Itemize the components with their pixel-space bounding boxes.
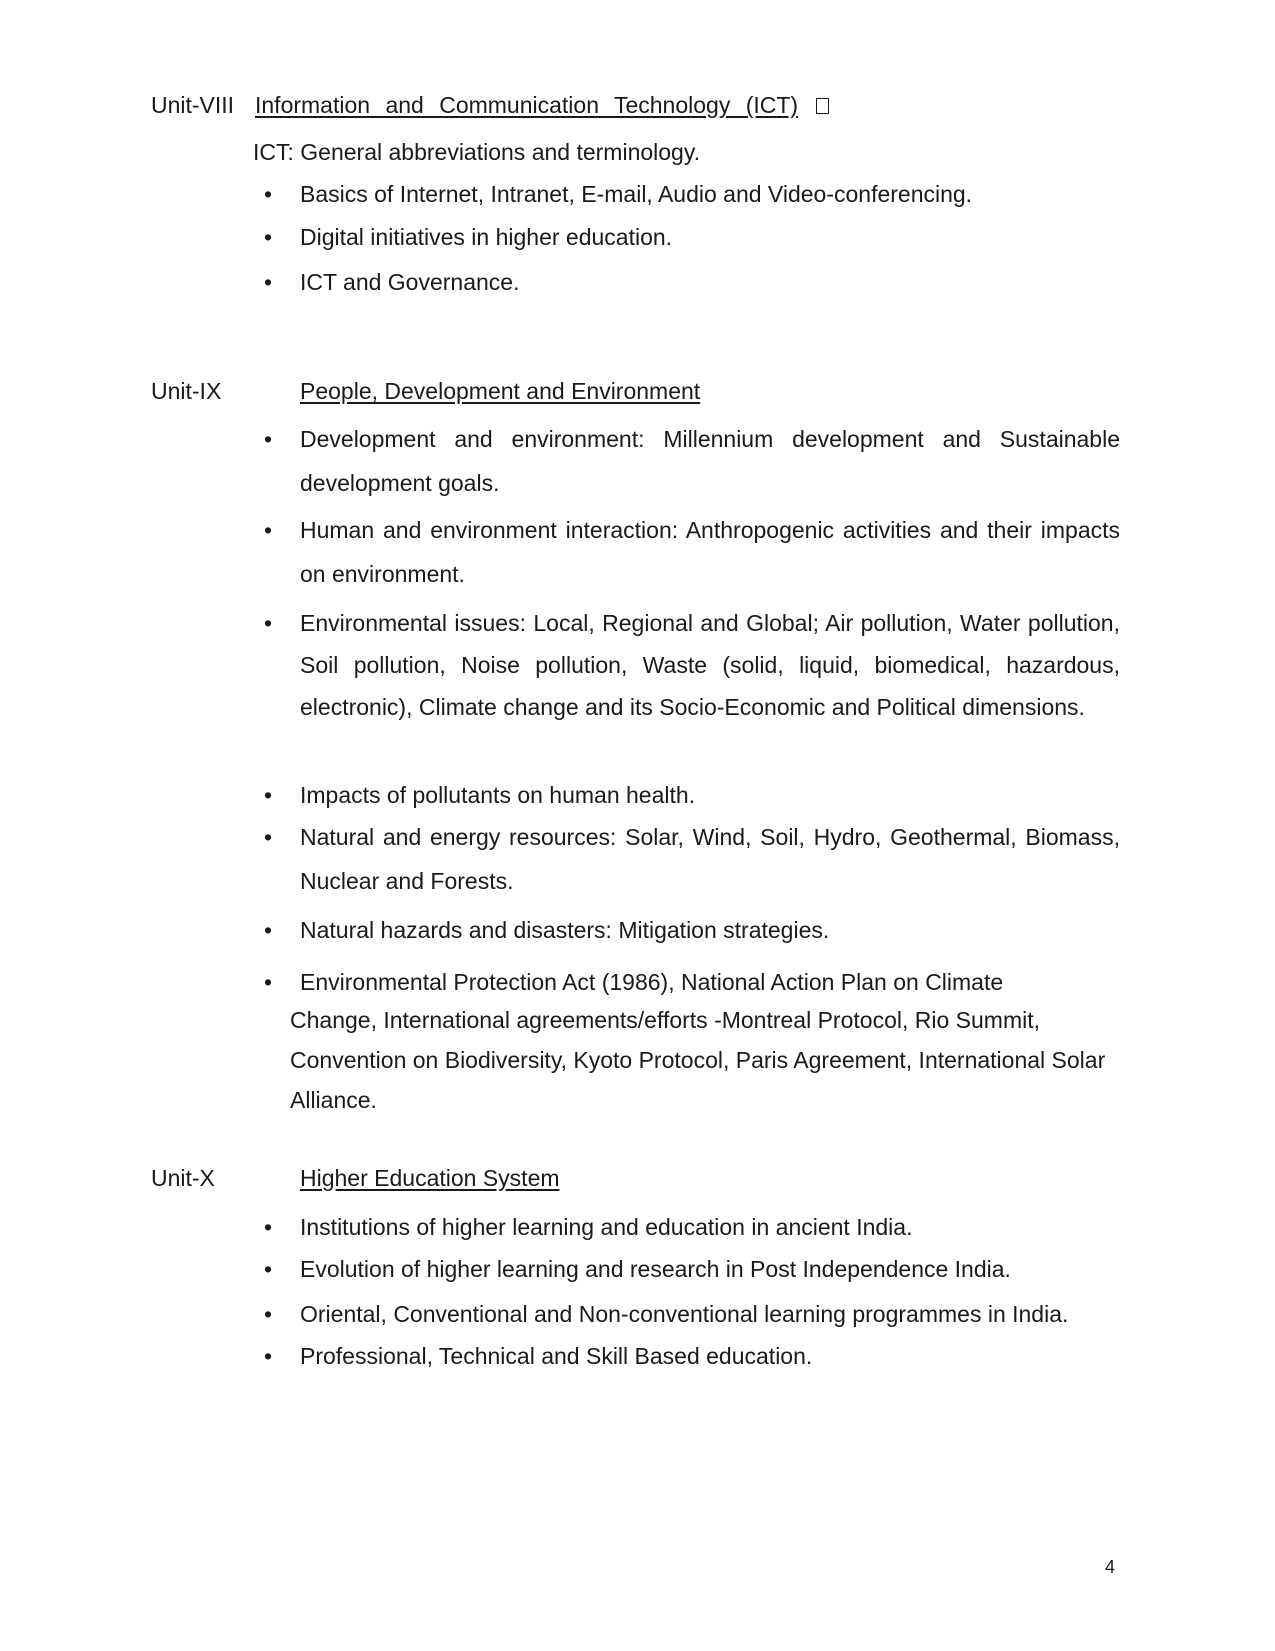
- bullet-icon: •: [264, 782, 273, 808]
- list-item: [264, 815, 1120, 903]
- list-item-text: ICT and Governance.: [300, 269, 520, 295]
- ict-intro: ICT: General abbreviations and terminology.: [253, 139, 701, 165]
- unit-viii-title: [255, 91, 829, 119]
- unit-ix-title: People, Development and Environment: [300, 378, 701, 404]
- list-item-first-line: Environmental Protection Act (1986), National Action Plan on Climate: [300, 969, 1004, 995]
- bullet-icon: •: [264, 1301, 273, 1327]
- list-item: [264, 968, 1120, 1120]
- unit-viii-title-text: Information and Communication Technology (ICT): [255, 92, 799, 118]
- list-item: [264, 508, 1120, 596]
- list-item-text: Professional, Technical and Skill Based education.: [300, 1343, 813, 1369]
- list-item-text: Institutions of higher learning and education in ancient India.: [300, 1214, 913, 1240]
- unit-ix-label: Unit-IX: [151, 378, 222, 404]
- unit-x-title: Higher Education System: [300, 1165, 560, 1191]
- list-item-text: Change, International agreements/efforts -Montreal Protocol, Rio Summit, Convention on Biodiversity, Kyoto Protocol, Paris Agreement, International Solar Alliance.: [290, 1007, 1106, 1113]
- list-item: [264, 417, 1120, 505]
- bullet-icon: •: [264, 224, 273, 250]
- list-item: [264, 1255, 1120, 1283]
- bullet-icon: •: [264, 1214, 273, 1240]
- list-item-text: Digital initiatives in higher education.: [300, 224, 673, 250]
- bullet-icon: •: [264, 610, 273, 636]
- list-item-text: Environmental issues: Local, Regional and Global; Air pollution, Water pollution, Soil pollution, Noise pollution, Waste (solid, liquid, biomedical, hazardous, electronic), Climate change and its Socio-Economic and Political dimensions.: [300, 610, 1120, 720]
- unit-viii-label: Unit-VIII: [151, 92, 235, 118]
- list-item: [264, 781, 1120, 809]
- bullet-icon: •: [264, 1343, 273, 1369]
- bullet-icon: •: [264, 969, 273, 995]
- list-item: [264, 268, 1120, 296]
- bullet-icon: •: [264, 917, 273, 943]
- list-item-text: Evolution of higher learning and research in Post Independence India.: [300, 1256, 1011, 1282]
- list-item-text: Natural hazards and disasters: Mitigation strategies.: [300, 917, 830, 943]
- list-item: [264, 180, 1120, 208]
- page-number: 4: [1105, 1557, 1116, 1577]
- bullet-icon: •: [264, 426, 273, 452]
- list-item: [264, 1300, 1120, 1328]
- list-item-text: Natural and energy resources: Solar, Wind, Soil, Hydro, Geothermal, Biomass, Nuclear and Forests.: [300, 824, 1120, 894]
- bullet-icon: •: [264, 181, 273, 207]
- list-item: [264, 602, 1120, 728]
- list-item: [264, 1342, 1120, 1370]
- missing-glyph-box-icon: [816, 98, 829, 114]
- list-item-text: Development and environment: Millennium development and Sustainable development goals.: [300, 426, 1120, 496]
- list-item-text: Impacts of pollutants on human health.: [300, 782, 696, 808]
- bullet-icon: •: [264, 824, 273, 850]
- unit-x-label: Unit-X: [151, 1165, 215, 1191]
- list-item: [264, 1213, 1120, 1241]
- bullet-icon: •: [264, 269, 273, 295]
- list-item-text: Human and environment interaction: Anthropogenic activities and their impacts on environment.: [300, 517, 1120, 587]
- list-item: [264, 916, 1120, 944]
- list-item-text: Oriental, Conventional and Non-conventional learning programmes in India.: [300, 1301, 1069, 1327]
- bullet-icon: •: [264, 1256, 273, 1282]
- list-item: [264, 223, 1120, 251]
- bullet-icon: •: [264, 517, 273, 543]
- list-item-text: Basics of Internet, Intranet, E-mail, Audio and Video-conferencing.: [300, 181, 973, 207]
